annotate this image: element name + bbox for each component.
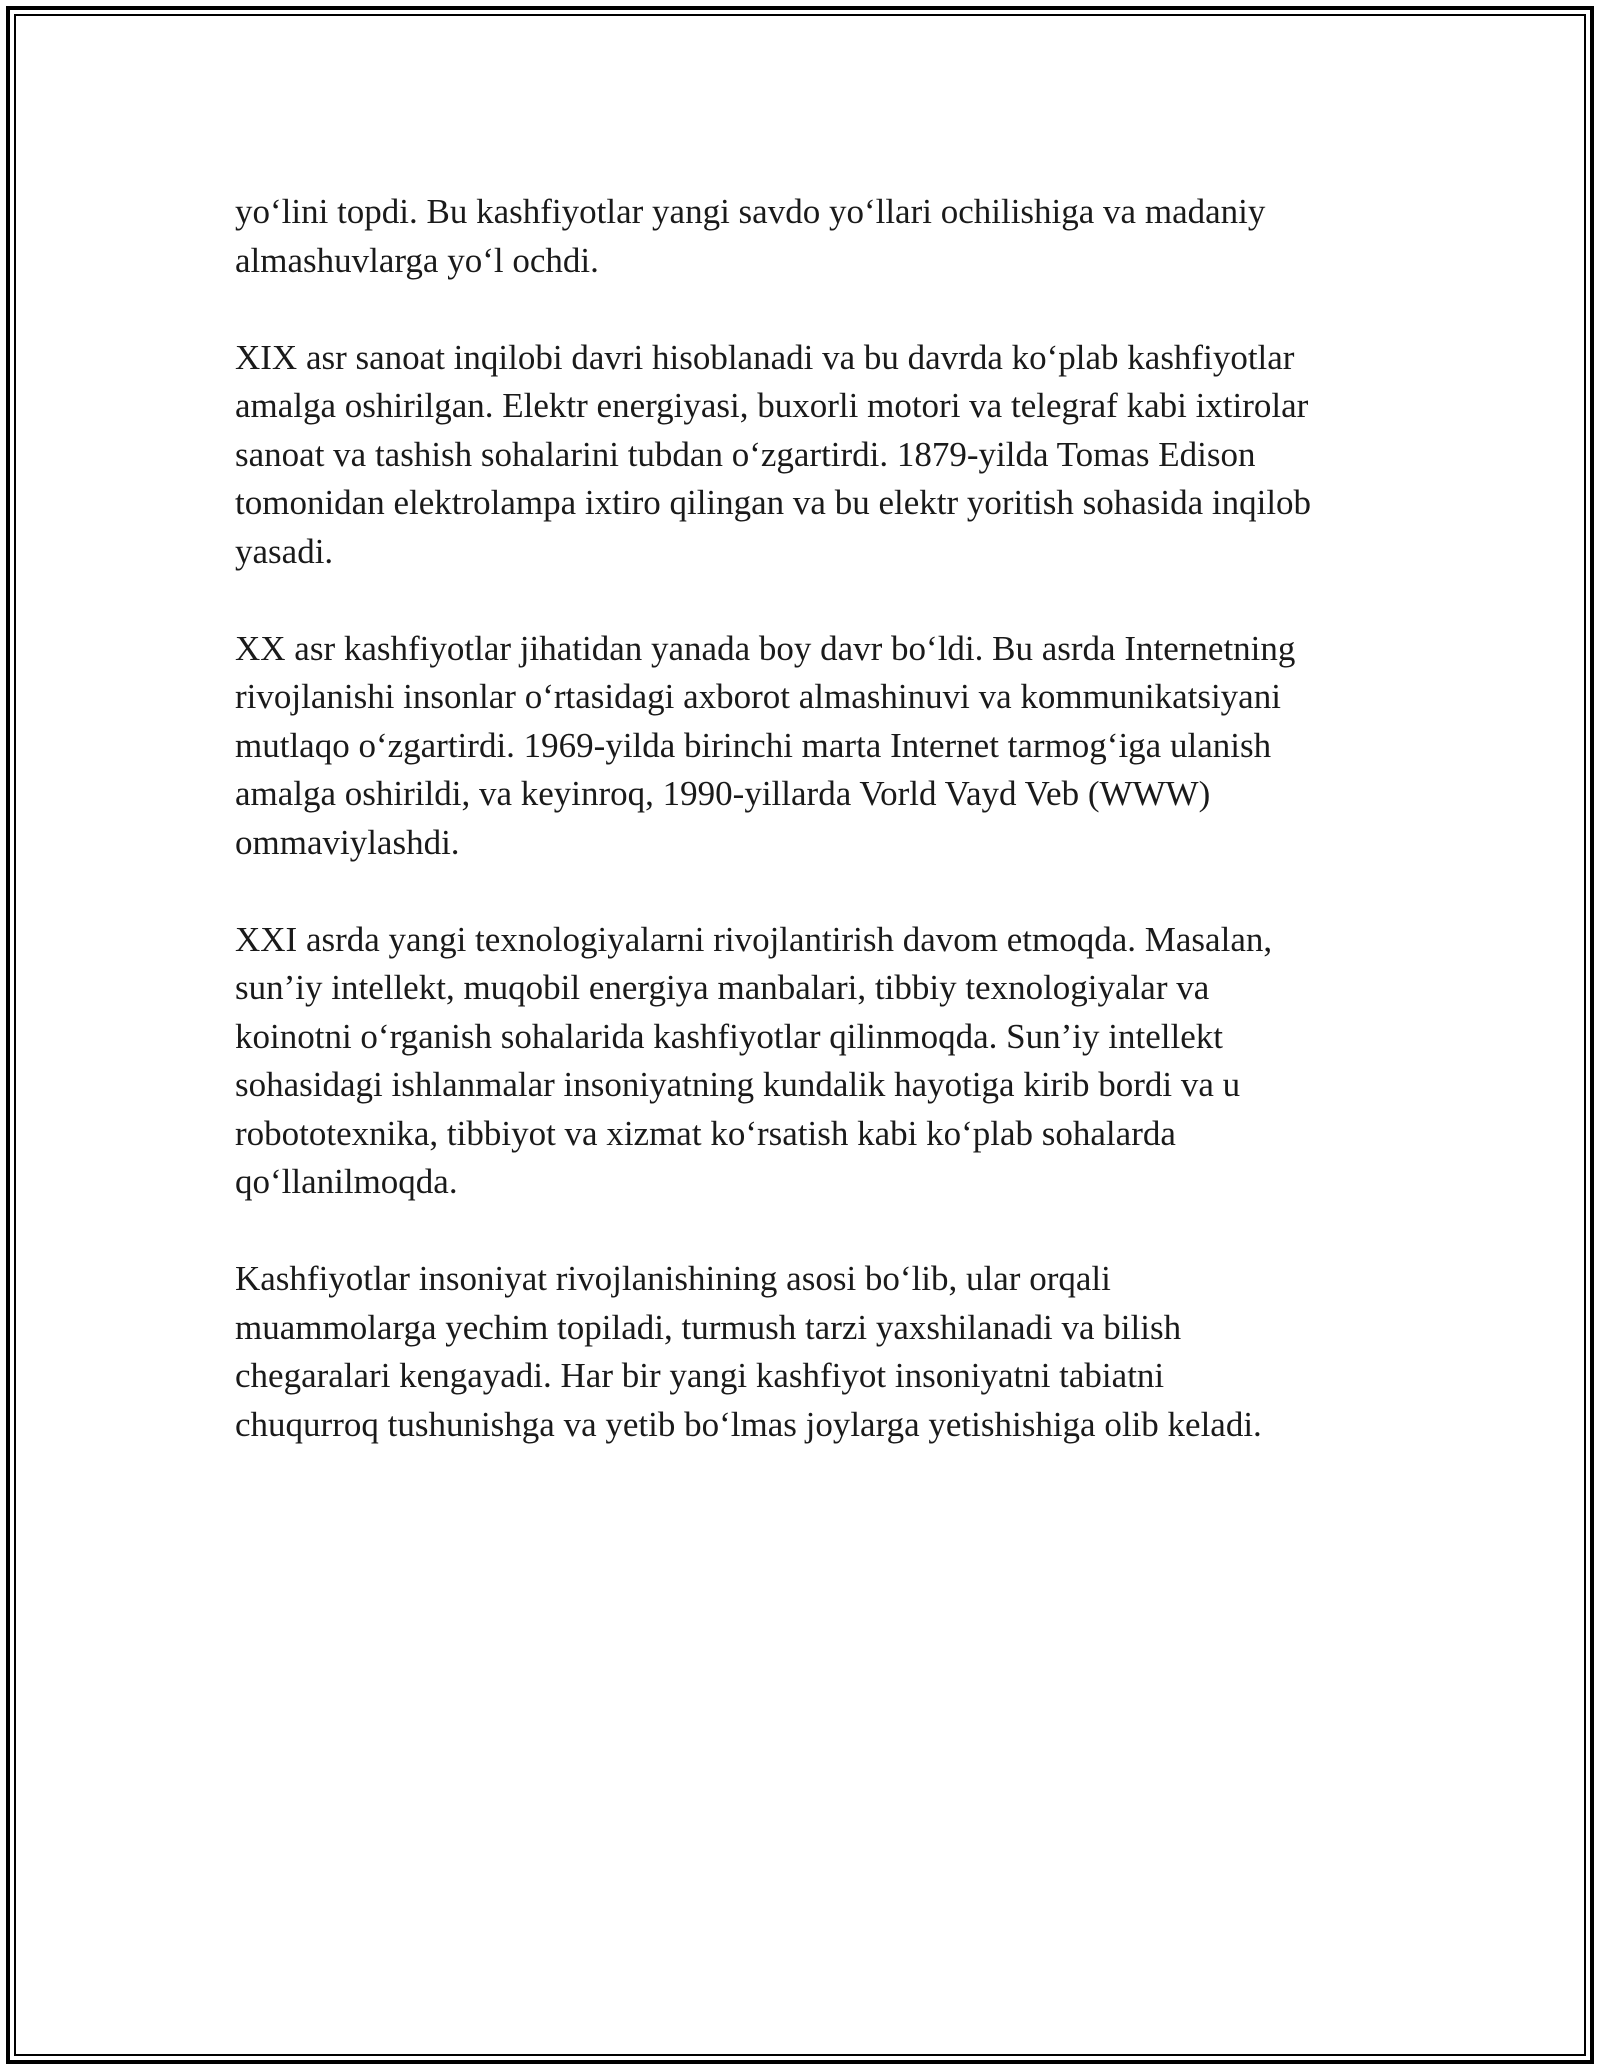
paragraph-5: Kashfiyotlar insoniyat rivojlanishining asosi bo‘lib, ular orqali muammolarga yechim topiladi, turmush tarzi yaxshilanadi va bilish chegaralari kengayadi. Har bir yangi kashfiyot insoniyatni tabiatni chuqurroq tushunishga va yetib bo‘lmas joylarga yetishishiga olib keladi. bbox=[235, 1259, 1262, 1444]
document-body bbox=[235, 188, 1385, 1498]
paragraph-3: XX asr kashfiyotlar jihatidan yanada boy davr bo‘ldi. Bu asrda Internetning rivojlanishi insonlar o‘rtasidagi axborot almashinuvi va kommunikatsiyani mutlaqo o‘zgartirdi. 1969-yilda birinchi marta Internet tarmog‘iga ulanish amalga oshirildi, va keyinroq, 1990-yillarda Vorld Vayd Veb (WWW) ommaviylashdi. bbox=[235, 628, 1296, 862]
paragraph-2: XIX asr sanoat inqilobi davri hisoblanadi va bu davrda ko‘plab kashfiyotlar amalga oshirilgan. Elektr energiyasi, buxorli motori va telegraf kabi ixtirolar sanoat va tashish sohalarini tubdan o‘zgartirdi. 1879-yilda Tomas Edison tomonidan elektrolampa ixtiro qilingan va bu elektr yoritish sohasida inqilob yasadi. bbox=[235, 337, 1312, 571]
paragraph-1: yo‘lini topdi. Bu kashfiyotlar yangi savdo yo‘llari ochilishiga va madaniy almashuvlarga yo‘l ochdi. bbox=[235, 192, 1266, 280]
paragraph-4: XXI asrda yangi texnologiyalarni rivojlantirish davom etmoqda. Masalan, sun’iy intellekt, muqobil energiya manbalari, tibbiy texnologiyalar va koinotni o‘rganish sohalarida kashfiyotlar qilinmoqda. Sun’iy intellekt sohasidagi ishlanmalar insoniyatning kundalik hayotiga kirib bordi va u robototexnika, tibbiyot va xizmat ko‘rsatish kabi ko‘plab sohalarda qo‘llanilmoqda. bbox=[235, 919, 1273, 1201]
